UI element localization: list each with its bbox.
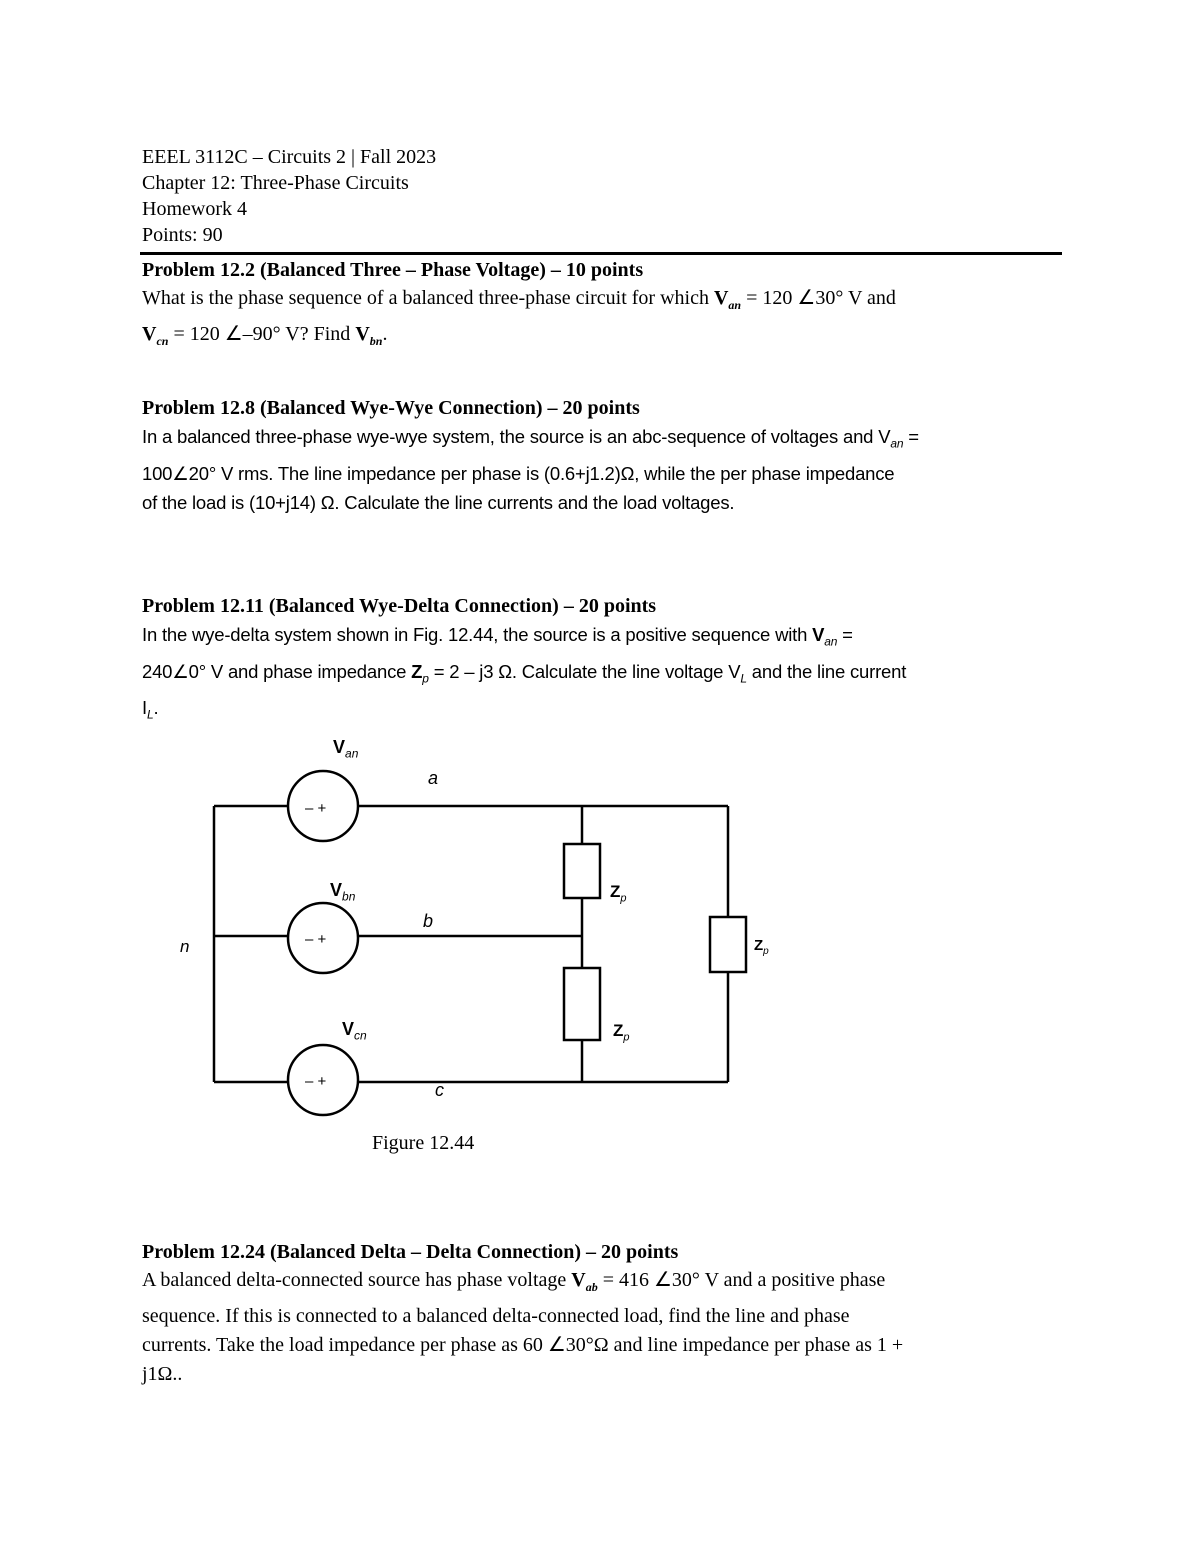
node-label-a: a [428,768,439,788]
source-polarity: – + [305,800,327,817]
problem-text-line: $I_L$. [142,697,159,723]
node-label-b: b [423,911,434,931]
impedance-ca [710,917,746,972]
homework-title: Homework 4 [142,198,247,220]
problem-text-line: currents. Take the load impedance per phase as 60 ∠30°Ω and line impedance per phase as 1 + [142,1334,904,1356]
source-label-van: $V_{an}$ [333,737,359,761]
impedance-label: $Z_p$ [754,937,769,957]
problem-text-line: What is the phase sequence of a balanced three-phase circuit for which $V_{an} = 120$ ∠30° V and [142,287,896,312]
problem-text-line: In a balanced three-phase wye-wye system, the source is an abc-sequence of voltages and $V_{an}$ = [142,426,919,451]
problem-text-line: $V_{cn} = 120$ ∠–90° V? Find $V_{bn}$. [142,323,388,348]
problem-text-line: A balanced delta-connected source has phase voltage $V_{ab} = 416$ ∠30° V and a positive phase [142,1269,886,1294]
problem-text-line: j1Ω.. [142,1363,183,1385]
impedance-label: $Z_p$ [613,1021,630,1044]
impedance-bc [564,968,600,1040]
problem-text-line: In the wye-delta system shown in Fig. 12.44, the source is a positive sequence with $V_{an}$ = [142,624,853,649]
source-polarity: – + [305,931,327,948]
course-title: EEEL 3112C – Circuits 2 | Fall 2023 [142,146,437,168]
problem-text-line: sequence. If this is connected to a balanced delta-connected load, find the line and phase [142,1305,850,1327]
problem-title: Problem 12.8 (Balanced Wye-Wye Connection) – 20 points [142,397,640,419]
problem-12-24 [142,1238,1062,1389]
problem-text-line: 100∠20° V rms. The line impedance per phase is (0.6+j1.2)Ω, while the per phase impedance [142,462,895,484]
problem-text-line: 240∠0° V and phase impedance $Z_p = 2 - j3$ Ω. Calculate the line voltage $V_L$ and the line current [142,660,907,686]
problem-title: Problem 12.2 (Balanced Three – Phase Voltage) – 10 points [142,259,644,281]
problem-text-line: of the load is (10+j14) Ω. Calculate the line currents and the load voltages. [142,491,735,513]
figure-caption: Figure 12.44 [372,1132,475,1154]
problem-title: Problem 12.24 (Balanced Delta – Delta Connection) – 20 points [142,1241,679,1263]
points-total: Points: 90 [142,224,223,246]
chapter-title: Chapter 12: Three-Phase Circuits [142,172,409,194]
source-label-vcn: $V_{cn}$ [342,1019,367,1043]
problem-title: Problem 12.11 (Balanced Wye-Delta Connection) – 20 points [142,595,657,617]
source-polarity: – + [305,1073,327,1090]
impedance-label: $Z_p$ [610,882,627,905]
impedance-ab [564,844,600,898]
node-label-n: n [180,937,190,956]
source-label-vbn: $V_{bn}$ [330,880,356,904]
node-label-c: c [435,1080,444,1100]
